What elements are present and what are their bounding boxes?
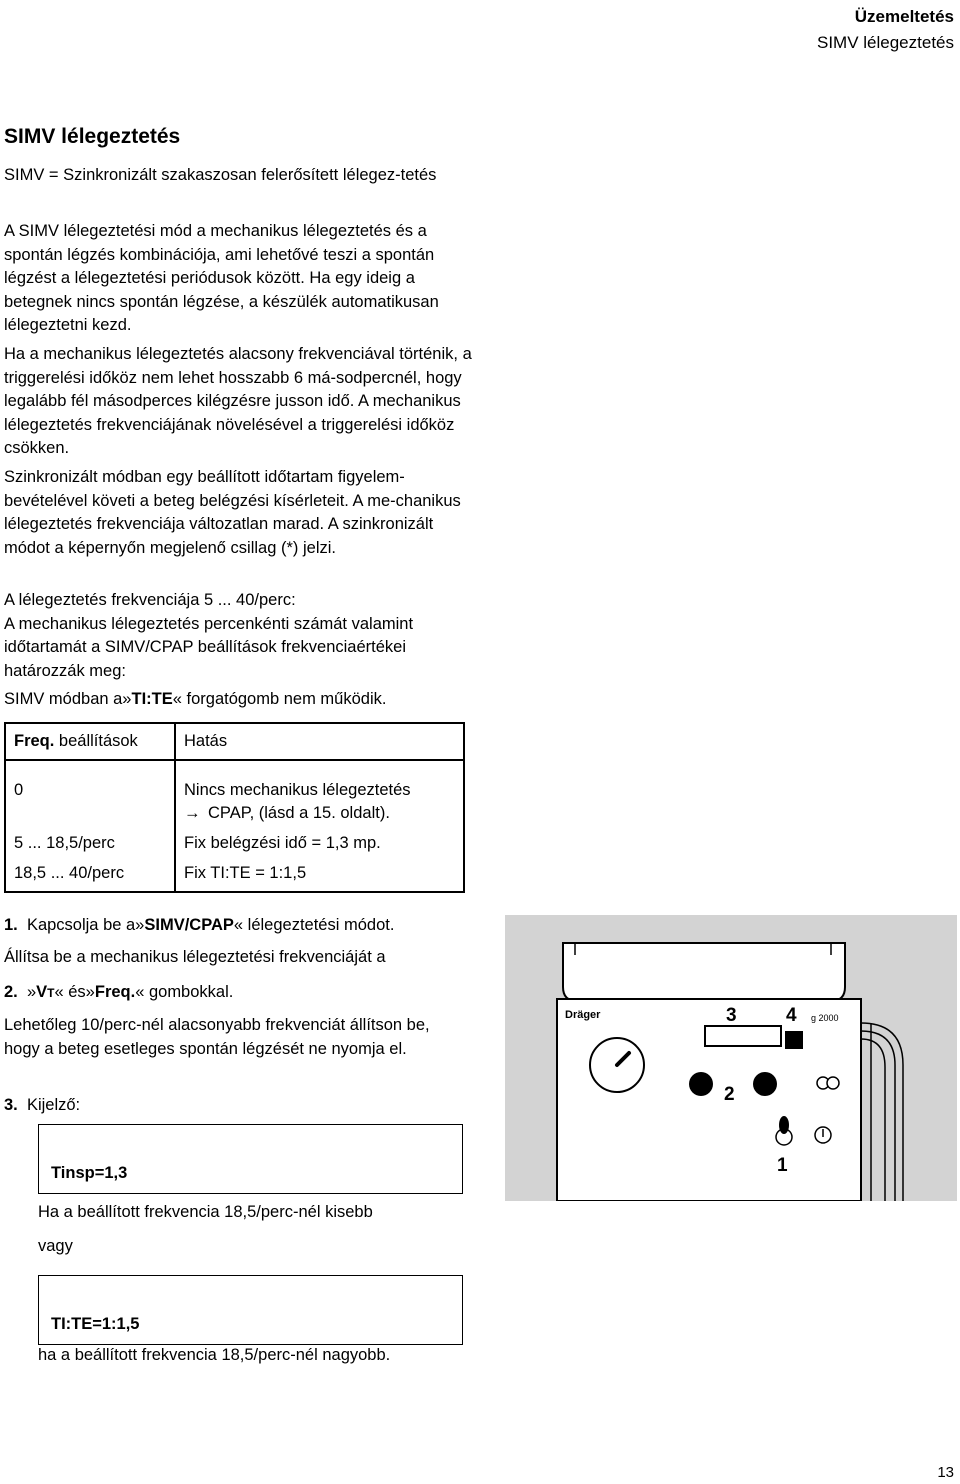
paragraph-2: Ha a mechanikus lélegeztetés alacsony frekvenciával történik, a triggerelési időköz nem lehet hosszabb 6 má-sodpercnél, hogy legalább fél másodperces kilégzésre jusson idő. A mechanikus lélegeztetés frekvenciájának növelésével a triggerelési időköz csökken. — [4, 345, 472, 457]
step-1-post: « lélegeztetési módot. — [233, 916, 395, 934]
step-2-number: 2. — [4, 983, 18, 1001]
device-top-cap — [563, 943, 845, 1001]
table-row — [5, 825, 464, 855]
vt-knob — [689, 1072, 713, 1096]
paragraph-4-rest: A mechanikus lélegeztetés percenkénti számát valamint időtartamát a SIMV/CPAP beállítások frekvenciaértékei határozzák meg: — [4, 614, 414, 680]
condition-less: Ha a beállított frekvencia 18,5/perc-nél kisebb — [38, 1203, 373, 1221]
paragraph-3: Szinkronizált módban egy beállított időtartam figyelem-bevételével követi a beteg belégzési kísérleteit. A me-chanikus lélegeztetés frekvenciája változatlan marad. A szinkronizált módot a képernyőn megjelenő csillag (*) jelzi. — [4, 468, 461, 557]
step-3 — [4, 1094, 474, 1118]
paragraph-5-post: « forgatógomb nem működik. — [172, 690, 387, 708]
mode-button-square — [785, 1031, 803, 1049]
table-cell-effect: Fix belégzési idő = 1,3 mp. — [184, 834, 381, 852]
table-cell-effect: Fix TI:TE = 1:1,5 — [184, 864, 307, 882]
arrow-right-icon: → — [184, 804, 201, 822]
step-2 — [4, 981, 474, 1006]
callout-3: 3 — [726, 1005, 737, 1026]
device-illustration — [505, 915, 957, 1201]
small-knob-right-2 — [827, 1077, 839, 1089]
model-label: g 2000 — [811, 1013, 839, 1023]
intro-definition: SIMV = Szinkronizált szakaszosan felerősített lélegez-tetés — [4, 166, 437, 184]
table-cell-effect-line1: Nincs mechanikus lélegeztetés — [184, 781, 411, 799]
table-row — [5, 760, 464, 825]
ventilator-panel-drawing — [505, 915, 957, 1201]
table-header-settings — [5, 723, 175, 760]
table-header-row — [5, 723, 464, 760]
table-header-effect: Hatás — [175, 723, 464, 760]
step-1-continued: Állítsa be a mechanikus lélegeztetési frekvenciáját a — [4, 948, 386, 966]
condition-greater: ha a beállított frekvencia 18,5/perc-nél nagyobb. — [38, 1346, 391, 1364]
step-2-bold: Freq. — [94, 983, 136, 1001]
paragraph-4-line1: A lélegeztetés frekvenciája 5 ... 40/perc: — [4, 591, 296, 609]
page-title: SIMV lélegeztetés — [4, 125, 181, 148]
table-header-freq: Freq. — [14, 732, 55, 750]
page-number: 13 — [937, 1464, 954, 1481]
step-1 — [4, 914, 474, 938]
step-2-vt-t: T — [47, 986, 55, 1000]
step-2-mid: « és» — [54, 983, 95, 1001]
display-window — [705, 1026, 781, 1046]
callout-2: 2 — [724, 1084, 735, 1105]
freq-knob — [753, 1072, 777, 1096]
step-2-vt-v: V — [36, 983, 48, 1001]
step-3-number: 3. — [4, 1096, 18, 1114]
brand-logo: Dräger — [565, 1009, 601, 1021]
table-cell-setting: 0 — [5, 760, 175, 825]
frequency-table — [4, 722, 465, 893]
paragraph-5-pre: SIMV módban a» — [4, 690, 132, 708]
paragraph-4 — [4, 589, 474, 683]
running-header — [817, 4, 954, 56]
table-cell-setting: 18,5 ... 40/perc — [5, 855, 175, 892]
step-1-number: 1. — [4, 916, 18, 934]
step-2-note: Lehetőleg 10/perc-nél alacsonyabb frekvenciát állítson be, hogy a beteg esetleges spontán légzését ne nyomja el. — [4, 1016, 430, 1058]
header-section: Üzemeltetés — [854, 7, 954, 26]
paragraph-1: A SIMV lélegeztetési mód a mechanikus lélegeztetés és a spontán légzés kombinációja, ami lehetővé teszi a spontán légzést a lélegeztetési periódusok között. Ha egy ideig a betegnek nincs spontán légzése, a készülék automatikusan lélegeztetni kezd. — [4, 222, 439, 334]
callout-1: 1 — [777, 1155, 788, 1176]
table-cell-setting: 5 ... 18,5/perc — [5, 825, 175, 855]
paragraph-5 — [4, 688, 474, 712]
step-1-pre: Kapcsolja be a» — [26, 916, 145, 934]
step-3-label: Kijelző: — [26, 1096, 81, 1114]
step-2-post: « gombokkal. — [135, 983, 234, 1001]
header-subsection: SIMV lélegeztetés — [816, 33, 954, 52]
paragraph-5-bold: TI:TE — [131, 690, 173, 708]
table-cell-effect — [175, 760, 464, 825]
table-header-settings-label: beállítások — [54, 732, 138, 750]
display-text-tinsp: Tinsp=1,3 — [51, 1164, 128, 1182]
mode-selector-knob — [779, 1116, 789, 1134]
condition-or: vagy — [38, 1237, 73, 1255]
display-box-ti-te — [38, 1275, 463, 1345]
table-cell-effect-line2-text: CPAP, (lásd a 15. oldalt). — [208, 804, 390, 822]
display-text-ti-te: TI:TE=1:1,5 — [51, 1315, 140, 1333]
display-box-tinsp — [38, 1124, 463, 1194]
step-2-pre: » — [26, 983, 37, 1001]
table-cell-effect-line2 — [184, 802, 455, 825]
table-row — [5, 855, 464, 892]
callout-4: 4 — [786, 1005, 797, 1026]
step-1-bold: SIMV/CPAP — [144, 916, 234, 934]
